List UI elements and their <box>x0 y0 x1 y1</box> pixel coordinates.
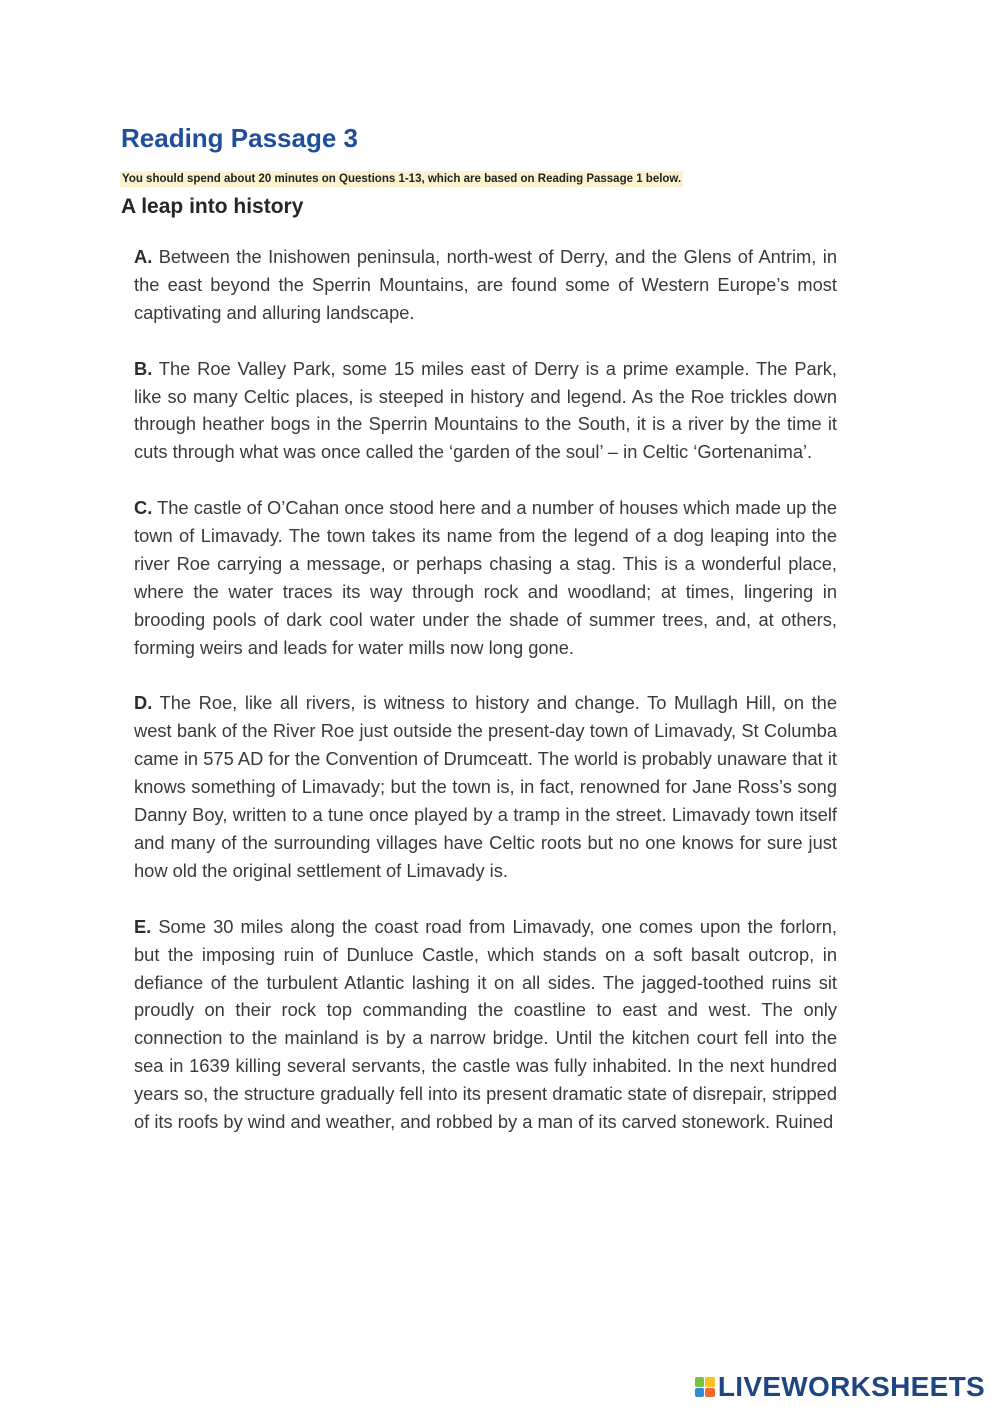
paragraph-c <box>134 494 837 661</box>
paragraph-text: The castle of O’Cahan once stood here and a number of houses which made up the town of Limavady. The town takes its name from the legend of a dog leaping into the river Roe carrying a message, or perhaps chasing a stag. This is a wonderful place, where the water traces its way through rock and woodland; at times, lingering in brooding pools of dark cool water under the shade of summer trees, and, at others, forming weirs and leads for water mills now long gone. <box>134 497 837 658</box>
paragraph-a <box>134 243 837 327</box>
paragraph-letter: D. <box>134 692 153 714</box>
logo-square-blue <box>695 1388 705 1398</box>
paragraph-text: The Roe, like all rivers, is witness to history and change. To Mullagh Hill, on the west bank of the River Roe just outside the present-day town of Limavady, St Columba came in 575 AD for the Convention of Drumceatt. The world is probably unaware that it knows something of Limavady; but the town is, in fact, renowned for Jane Ross’s song Danny Boy, written to a tune once played by a tramp in the street. Limavady town itself and many of the surrounding villages have Celtic roots but no one knows for sure just how old the original settlement of Limavady is. <box>134 692 837 881</box>
logo-square-orange <box>705 1388 715 1398</box>
paragraph-d <box>134 689 837 884</box>
paragraph-text: The Roe Valley Park, some 15 miles east of Derry is a prime example. The Park, like so many Celtic places, is steeped in history and legend. As the Roe trickles down through heather bogs in the Sperrin Mountains to the South, it is a river by the time it cuts through what was once called the ‘garden of the soul’ – in Celtic ‘Gortenanima’. <box>134 357 837 463</box>
brand-name: LIVEWORKSHEETS <box>717 1371 985 1402</box>
paragraph-b <box>134 355 837 467</box>
page-title: Reading Passage 3 <box>121 123 358 153</box>
paragraph-letter: A. <box>134 246 153 267</box>
liveworksheets-logo[interactable] <box>695 1372 985 1402</box>
passage-subtitle: A leap into history <box>121 195 304 218</box>
logo-square-green <box>695 1377 705 1387</box>
liveworksheets-icon <box>695 1377 715 1397</box>
paragraph-text: Between the Inishowen peninsula, north-west of Derry, and the Glens of Antrim, in the east beyond the Sperrin Mountains, are found some of Western Europe’s most captivating and alluring landscape. <box>134 246 837 323</box>
passage-body <box>134 243 837 1164</box>
paragraph-letter: E. <box>134 915 152 937</box>
paragraph-letter: B. <box>134 357 153 379</box>
paragraph-letter: C. <box>134 497 153 519</box>
paragraph-text: Some 30 miles along the coast road from Limavady, one comes upon the forlorn, but the imposing ruin of Dunluce Castle, which stands on a soft basalt outcrop, in defiance of the turbulent Atlantic lashing it on all sides. The jagged-toothed ruins sit proudly on their rock top commanding the coastline to east and west. The only connection to the mainland is by a narrow bridge. Until the kitchen court fell into the sea in 1639 killing several servants, the castle was fully inhabited. In the next hundred years so, the structure gradually fell into its present dramatic state of disrepair, stripped of its roofs by wind and weather, and robbed by a man of its carved stonework. Ruined <box>134 915 837 1133</box>
instructions-text: You should spend about 20 minutes on Questions 1-13, which are based on Reading Passage 1 below. <box>122 173 682 185</box>
logo-square-yellow <box>705 1377 715 1387</box>
paragraph-e <box>134 913 837 1136</box>
